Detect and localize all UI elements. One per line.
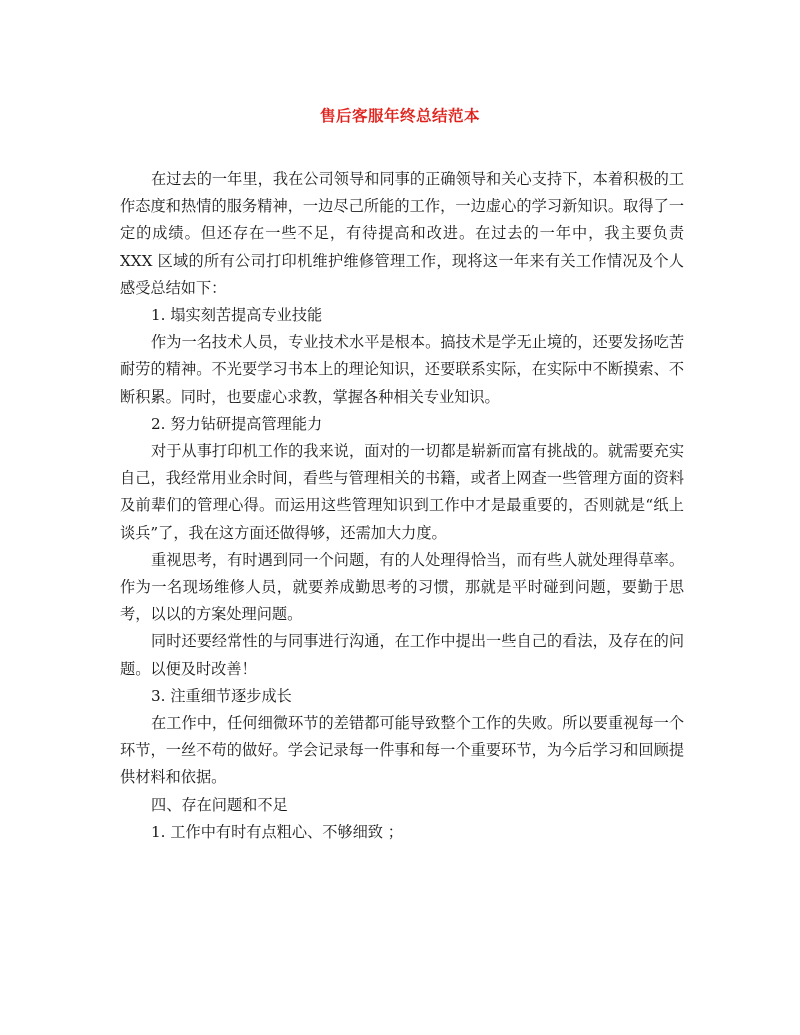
section-2-paragraph-1: 对于从事打印机工作的我来说，面对的一切都是崭新而富有挑战的。就需要充实自己，我经常用业余时间，看些与管理相关的书籍，或者上网查一些管理方面的资料及前辈们的管理心得。而运用这些管理知识到工作中才是最重要的，否则就是“纸上谈兵”了，我在这方面还做得够，还需加大力度。 [120, 442, 684, 542]
section-1-paragraph: 作为一名技术人员，专业技术水平是根本。搞技术是学无止境的，还要发扬吃苦耐劳的精神。不光要学习书本上的理论知识，还要联系实际，在实际中不断摸索、不断积累。同时，也要虚心求教，掌握各种相关专业知识。 [120, 333, 684, 406]
intro-paragraph: 在过去的一年里，我在公司领导和同事的正确领导和关心支持下，本着积极的工作态度和热情的服务精神，一边尽己所能的工作，一边虚心的学习新知识。取得了一定的成绩。但还存在一些不足，有待提高和改进。在过去的一年中，我主要负责 XXX 区域的所有公司打印机维护维修管理工作，现将这一年来有关工作情况及个人感受总结如下： [120, 170, 684, 297]
section-2-paragraph-2: 重视思考，有时遇到同一个问题，有的人处理得恰当，而有些人就处理得草率。作为一名现场维修人员，就要养成勤思考的习惯，那就是平时碰到问题，要勤于思考，以以的方案处理问题。 [120, 550, 684, 624]
section-2-paragraph-3: 同时还要经常性的与同事进行沟通，在工作中提出一些自己的看法，及存在的问题。以便及时改善！ [120, 632, 684, 678]
section-heading-2: 2. 努力钻研提高管理能力 [151, 414, 323, 433]
issue-item-1: 1. 工作中有时有点粗心、不够细致 ； [151, 822, 403, 841]
section-heading-1: 1. 塌实刻苦提高专业技能 [151, 306, 323, 325]
document-title: 售后客服年终总结范本 [319, 107, 480, 125]
document-body [120, 166, 684, 846]
section-heading-4: 四、存在问题和不足 [151, 795, 288, 814]
section-heading-3: 3. 注重细节逐步成长 [151, 686, 292, 705]
section-3-paragraph: 在工作中，任何细微环节的差错都可能导致整个工作的失败。所以要重视每一个环节，一丝不苟的做好。学会记录每一件事和每一个重要环节，为今后学习和回顾提供材料和依据。 [120, 714, 684, 787]
